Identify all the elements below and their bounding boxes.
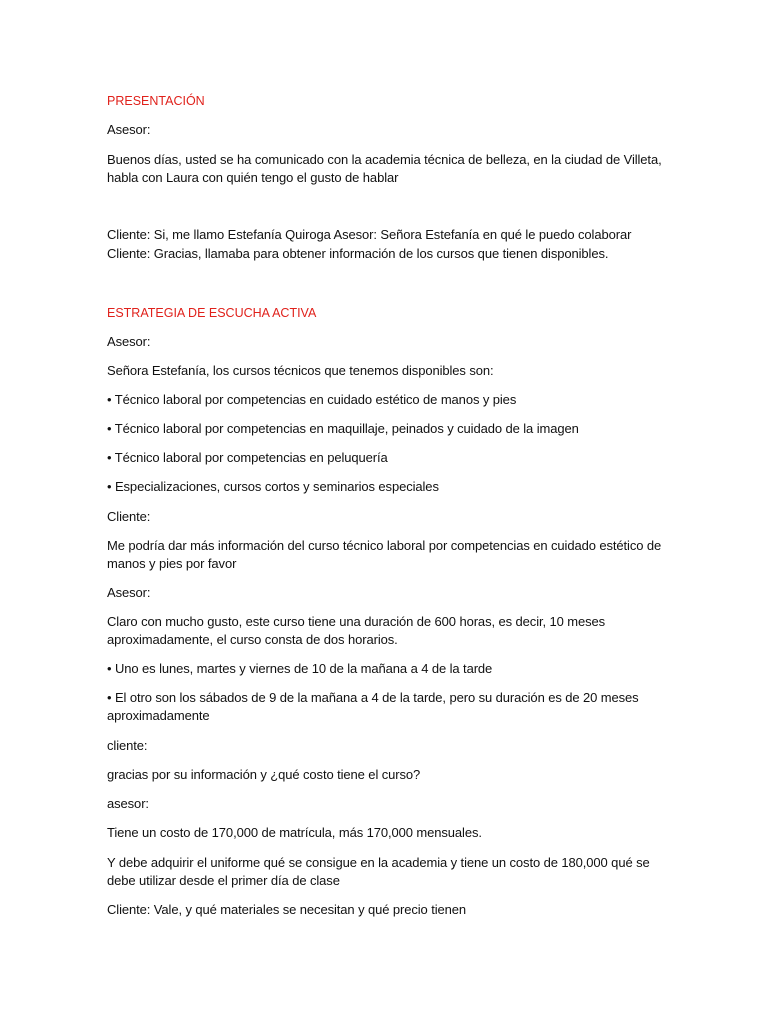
heading-escucha-activa: ESTRATEGIA DE ESCUCHA ACTIVA	[107, 306, 317, 320]
course-item: • Especializaciones, cursos cortos y seminarios especiales	[107, 479, 439, 494]
cliente-request-line-2: manos y pies por favor	[107, 556, 237, 571]
cost-question: gracias por su información y ¿qué costo tiene el curso?	[107, 767, 421, 782]
cliente-label: cliente:	[107, 738, 148, 753]
course-item: • Técnico laboral por competencias en peluquería	[107, 450, 388, 465]
heading-presentacion: PRESENTACIÓN	[107, 94, 205, 108]
asesor-label: Asesor:	[107, 585, 151, 600]
cliente-last-line: Cliente: Vale, y qué materiales se necesitan y qué precio tienen	[107, 902, 467, 917]
answer-line-1: Claro con mucho gusto, este curso tiene una duración de 600 horas, es decir, 10 meses	[107, 614, 606, 629]
cliente-request-line-1: Me podría dar más información del curso técnico laboral por competencias en cuidado estético de	[107, 538, 662, 553]
asesor-label: Asesor:	[107, 334, 151, 349]
schedule-item-line-1: • El otro son los sábados de 9 de la mañana a 4 de la tarde, pero su duración es de 20 meses	[107, 690, 639, 705]
cliente-line-2: Cliente: Gracias, llamaba para obtener información de los cursos que tienen disponibles.	[107, 246, 609, 261]
course-item: • Técnico laboral por competencias en cuidado estético de manos y pies	[107, 392, 517, 407]
uniform-line-2: debe utilizar desde el primer día de clase	[107, 873, 340, 888]
asesor-label: asesor:	[107, 796, 149, 811]
greeting-line-1: Buenos días, usted se ha comunicado con la academia técnica de belleza, en la ciudad de Villeta,	[107, 152, 662, 167]
courses-intro: Señora Estefanía, los cursos técnicos que tenemos disponibles son:	[107, 363, 494, 378]
greeting-line-2: habla con Laura con quién tengo el gusto de hablar	[107, 170, 399, 185]
schedule-item: • Uno es lunes, martes y viernes de 10 de la mañana a 4 de la tarde	[107, 661, 493, 676]
cliente-label: Cliente:	[107, 509, 151, 524]
cost-answer: Tiene un costo de 170,000 de matrícula, más 170,000 mensuales.	[107, 825, 482, 840]
cliente-line-1: Cliente: Si, me llamo Estefanía Quiroga Asesor: Señora Estefanía en qué le puedo colaborar	[107, 227, 632, 242]
answer-line-2: aproximadamente, el curso consta de dos horarios.	[107, 632, 398, 647]
course-item: • Técnico laboral por competencias en maquillaje, peinados y cuidado de la imagen	[107, 421, 579, 436]
schedule-item-line-2: aproximadamente	[107, 708, 210, 723]
uniform-line-1: Y debe adquirir el uniforme qué se consigue en la academia y tiene un costo de 180,000 qué se	[107, 855, 650, 870]
asesor-label: Asesor:	[107, 122, 151, 137]
